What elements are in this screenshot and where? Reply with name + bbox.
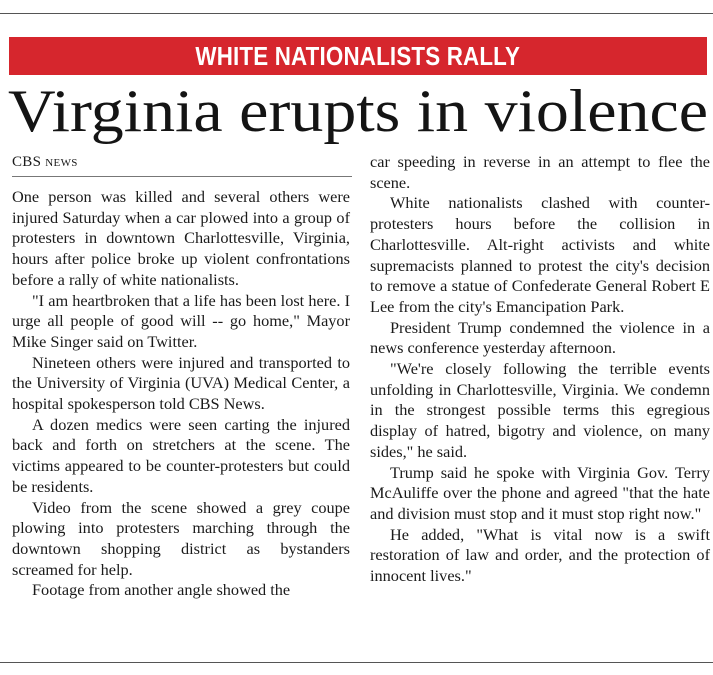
paragraph: Trump said he spoke with Virginia Gov. Terry McAuliffe over the phone and agreed "that the hate and division must stop and it must stop right now." [370,462,710,523]
paragraph: A dozen medics were seen carting the injured back and forth on stretchers at the scene. The victims appeared to be counter-protesters but could be residents. [12,414,350,496]
headline [8,78,708,144]
byline: CBS news [12,154,352,177]
bottom-rule [0,662,713,663]
paragraph: White nationalists clashed with counter-protesters hours before the collision in Charlottesville. Alt-right activists and white supremacists planned to protest the city's decision to remove a statue of Confederate General Robert E Lee from the city's Emancipation Park. [370,193,710,316]
paragraph: "I am heartbroken that a life has been lost here. I urge all people of good will -- go home," Mayor Mike Singer said on Twitter. [12,290,350,351]
paragraph: Nineteen others were injured and transported to the University of Virginia (UVA) Medical Center, a hospital spokesperson told CBS News. [12,352,350,414]
paragraph: "We're closely following the terrible events unfolding in Charlottesville, Virginia. We condemn in the strongest possible terms this egregious display of hatred, bigotry and violence, on many sides," he said. [370,359,710,461]
paragraph: car speeding in reverse in an attempt to flee the scene. [370,152,710,192]
paragraph: Footage from another angle showed the [32,580,291,600]
kicker-banner [9,37,707,75]
top-rule [0,13,713,14]
paragraph: Video from the scene showed a grey coupe plowing into protesters marching through the downtown shopping district as bystanders screamed for help. [12,497,350,579]
paragraph: President Trump condemned the violence in a news conference yesterday afternoon. [370,317,710,358]
article-column-1 [12,187,350,601]
paragraph: He added, "What is vital now is a swift restoration of law and order, and the protection of innocent lives." [370,524,710,586]
paragraph: One person was killed and several others were injured Saturday when a car plowed into a group of protesters in downtown Charlottesville, Virginia, hours after police broke up violent confrontations before a rally of white nationalists. [12,187,350,289]
kicker-text: WHITE NATIONALISTS RALLY [195,40,521,71]
article-column-2 [370,152,710,587]
headline-text: Virginia erupts in violence [8,78,708,144]
